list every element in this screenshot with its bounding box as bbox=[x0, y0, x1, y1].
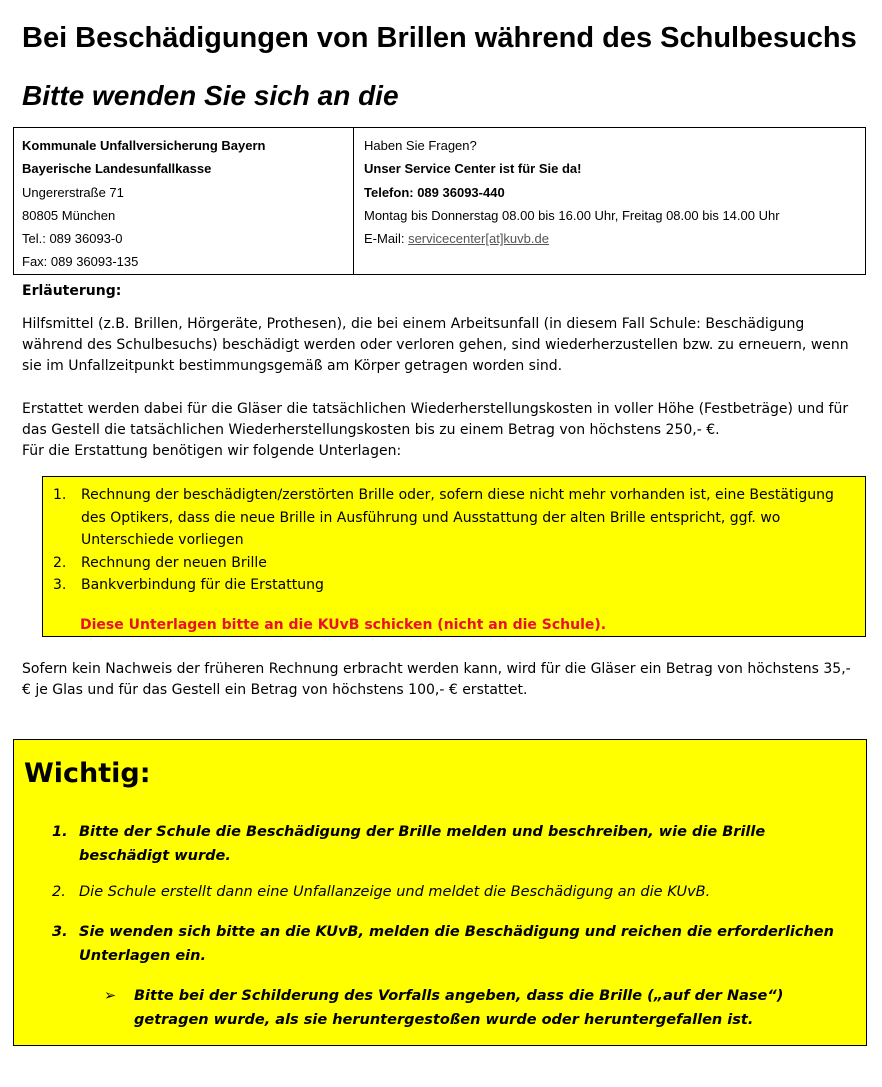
org-name: Kommunale Unfallversicherung Bayern bbox=[22, 138, 266, 153]
step-text: Die Schule erstellt dann eine Unfallanzeige und meldet die Beschädigung an die KUvB. bbox=[79, 884, 711, 900]
page-subtitle: Bitte wenden Sie sich an die bbox=[22, 80, 399, 111]
reimbursement-paragraph bbox=[22, 399, 872, 462]
step-text: Bitte der Schule die Beschädigung der Brille melden und beschreiben, wie die Brille beschädigt wurde. bbox=[79, 824, 766, 864]
list-text: Rechnung der beschädigten/zerstörten Brille oder, sofern diese nicht mehr vorhanden ist, eine Bestätigung des Optikers, dass die neue Brille in Ausführung und Ausstattung der alten Brille entspricht, ggf. wo Unterschiede vorliegen bbox=[81, 487, 834, 548]
contact-table bbox=[13, 127, 866, 275]
no-proof-paragraph: Sofern kein Nachweis der früheren Rechnung erbracht werden kann, wird für die Gläser ein Betrag von höchstens 35,- € je Glas und für das Gestell ein Betrag von höchstens 100,- € erstattet. bbox=[22, 661, 851, 698]
arrow-bullet-icon: ➢ bbox=[104, 988, 117, 1004]
org-subname: Bayerische Landesunfallkasse bbox=[22, 161, 212, 177]
email-label: E-Mail: bbox=[364, 231, 409, 247]
step-number: 3. bbox=[52, 924, 68, 940]
contact-address-cell bbox=[14, 128, 354, 274]
documents-intro: Für die Erstattung benötigen wir folgende Unterlagen: bbox=[22, 443, 402, 459]
list-number: 2. bbox=[53, 554, 67, 571]
list-item bbox=[53, 574, 858, 597]
service-phone: Telefon: 089 36093-440 bbox=[364, 184, 505, 200]
important-box bbox=[13, 739, 867, 1046]
step-number: 1. bbox=[52, 824, 68, 840]
bullet-text: Bitte bei der Schilderung des Vorfalls angeben, dass die Brille („auf der Nase“) getragen wurde, als sie heruntergestoßen wurde oder heruntergefallen ist. bbox=[134, 988, 784, 1028]
reimbursement-text: Erstattet werden dabei für die Gläser die tatsächlichen Wiederherstellungskosten in voller Höhe (Festbeträge) und für das Gestell die tatsächlichen Wiederherstellungskosten bis zu einem Betrag von höchstens 250,- €. bbox=[22, 401, 849, 438]
street: Ungererstraße 71 bbox=[22, 184, 124, 200]
important-bullet bbox=[104, 984, 844, 1032]
list-number: 3. bbox=[53, 577, 67, 593]
list-number: 1. bbox=[53, 487, 67, 503]
list-text: Rechnung der neuen Brille bbox=[81, 554, 267, 571]
send-documents-note: Diese Unterlagen bitte an die KUvB schicken (nicht an die Schule). bbox=[80, 617, 607, 633]
list-item bbox=[53, 484, 858, 552]
list-item bbox=[53, 552, 858, 575]
opening-hours: Montag bis Donnerstag 08.00 bis 16.00 Uhr, Freitag 08.00 bis 14.00 Uhr bbox=[364, 207, 780, 223]
email-row bbox=[364, 227, 857, 250]
list-text: Bankverbindung für die Erstattung bbox=[81, 577, 324, 593]
contact-service-cell bbox=[354, 128, 865, 274]
explanation-paragraph: Hilfsmittel (z.B. Brillen, Hörgeräte, Prothesen), die bei einem Arbeitsunfall (in diesem Fall Schule: Beschädigung während des Schulbesuchs) beschädigt werden oder verloren gehen, sind wiederherzustellen bzw. zu erneuern, wenn sie im Unfallzeitpunkt bestimmungsgemäß am Körper getragen worden sind. bbox=[22, 316, 849, 374]
step-text: Sie wenden sich bitte an die KUvB, melden die Beschädigung und reichen die erforderlichen Unterlagen ein. bbox=[79, 924, 834, 964]
required-documents-box bbox=[42, 476, 866, 637]
questions-label: Haben Sie Fragen? bbox=[364, 138, 477, 153]
service-center-label: Unser Service Center ist für Sie da! bbox=[364, 161, 582, 177]
important-step bbox=[52, 880, 842, 904]
fax: Fax: 089 36093-135 bbox=[22, 254, 139, 270]
phone: Tel.: 089 36093-0 bbox=[22, 231, 123, 247]
email-link[interactable]: servicecenter[at]kuvb.de bbox=[408, 231, 549, 247]
documents-list bbox=[53, 484, 858, 597]
step-number: 2. bbox=[52, 884, 66, 900]
city: 80805 München bbox=[22, 207, 116, 223]
important-step bbox=[52, 820, 842, 868]
important-title: Wichtig: bbox=[24, 758, 151, 789]
explanation-heading: Erläuterung: bbox=[22, 283, 122, 299]
important-step bbox=[52, 920, 842, 968]
page-title: Bei Beschädigungen von Brillen während des Schulbesuchs bbox=[22, 22, 857, 54]
